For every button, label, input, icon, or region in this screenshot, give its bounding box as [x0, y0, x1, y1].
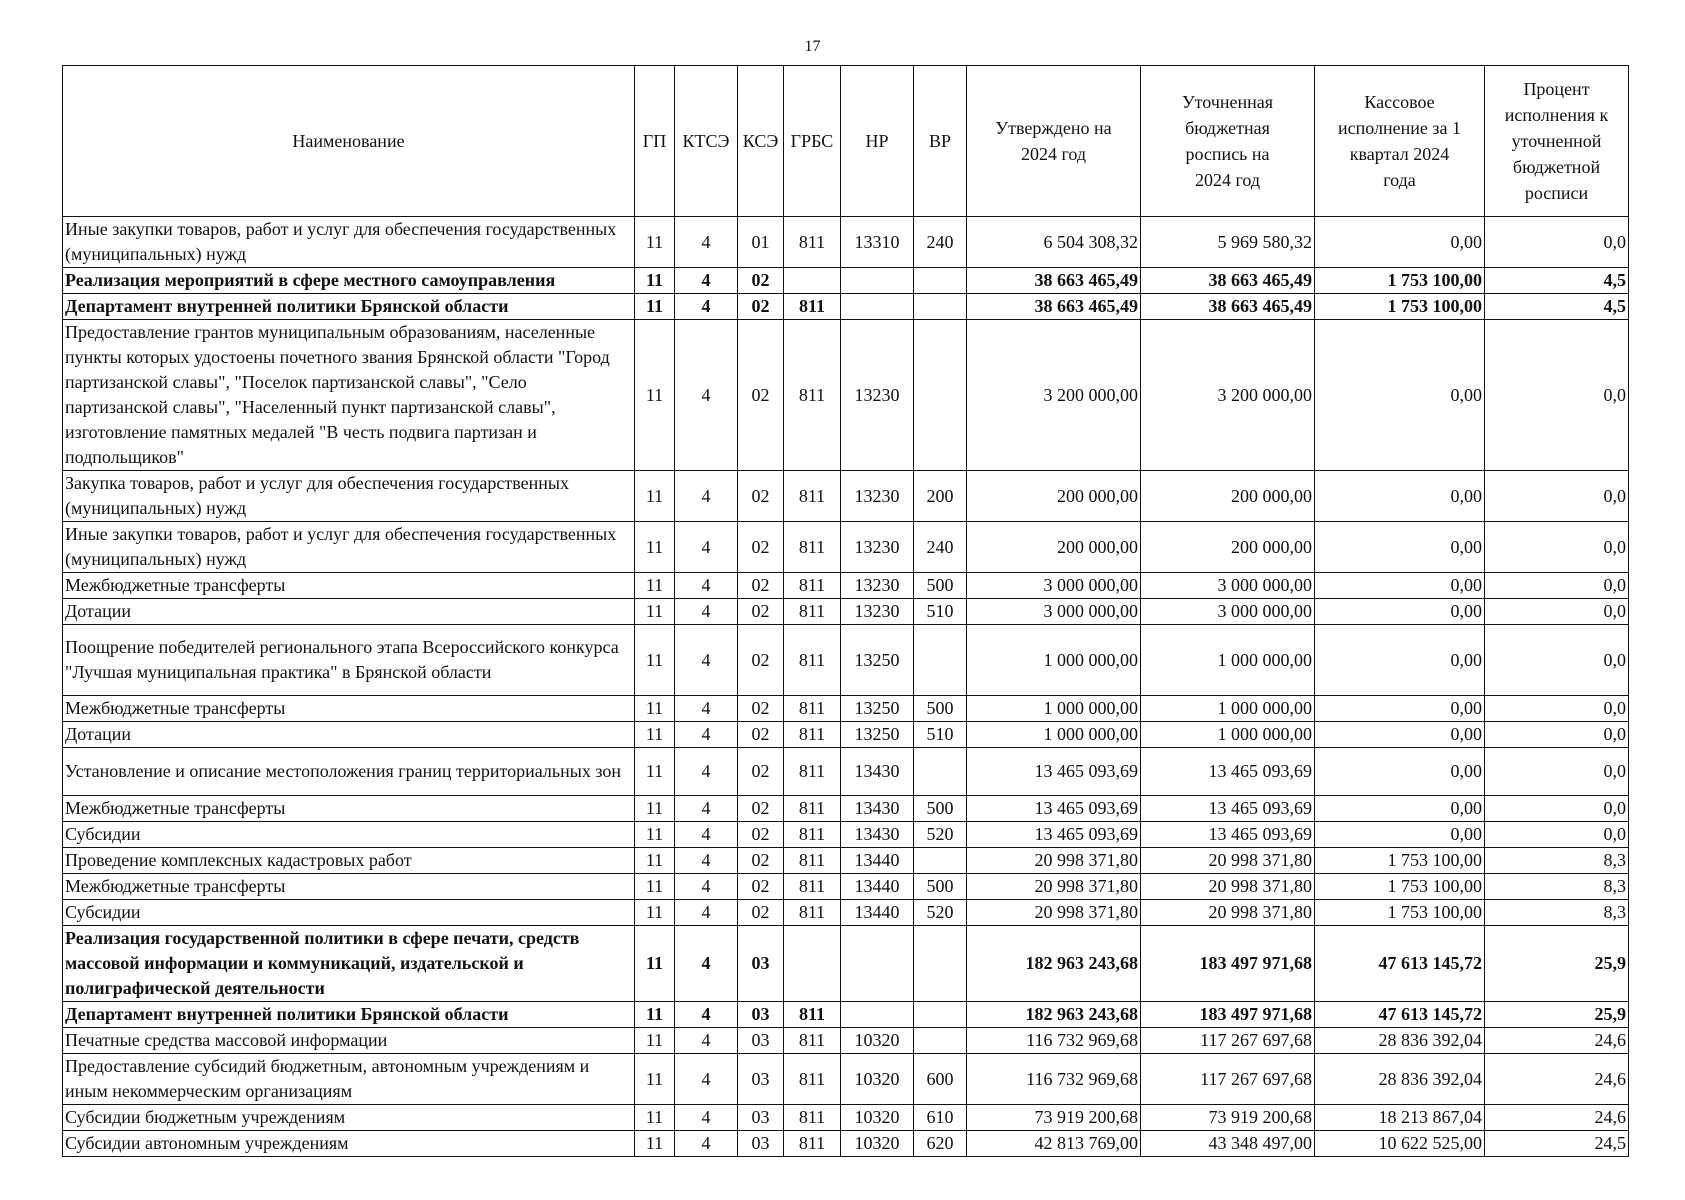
cell-refined: 13 465 093,69	[1141, 822, 1315, 848]
cell-approved: 3 000 000,00	[967, 599, 1141, 625]
cell-kse: 02	[738, 268, 784, 294]
cell-refined: 3 200 000,00	[1141, 320, 1315, 471]
cell-cash: 0,00	[1315, 722, 1485, 748]
cell-refined: 200 000,00	[1141, 522, 1315, 573]
cell-ktse: 4	[675, 217, 738, 268]
cell-approved: 20 998 371,80	[967, 900, 1141, 926]
cell-nr: 13230	[841, 599, 914, 625]
cell-ktse: 4	[675, 822, 738, 848]
cell-name: Поощрение победителей регионального этапа Всероссийского конкурса "Лучшая муниципальная практика" в Брянской области	[63, 625, 635, 696]
cell-approved: 200 000,00	[967, 522, 1141, 573]
cell-percent: 8,3	[1485, 874, 1629, 900]
cell-cash: 47 613 145,72	[1315, 926, 1485, 1002]
cell-gp: 11	[635, 926, 675, 1002]
cell-vr	[914, 625, 967, 696]
cell-name: Реализация государственной политики в сфере печати, средств массовой информации и коммуникаций, издательской и полиграфической деятельности	[63, 926, 635, 1002]
cell-ktse: 4	[675, 926, 738, 1002]
cell-gp: 11	[635, 294, 675, 320]
cell-name: Иные закупки товаров, работ и услуг для обеспечения государственных (муниципальных) нужд	[63, 522, 635, 573]
cell-refined: 3 000 000,00	[1141, 573, 1315, 599]
cell-name: Дотации	[63, 599, 635, 625]
header-ktse: КТСЭ	[675, 66, 738, 217]
cell-nr: 13440	[841, 874, 914, 900]
cell-nr: 13430	[841, 748, 914, 796]
cell-gp: 11	[635, 625, 675, 696]
cell-percent: 0,0	[1485, 748, 1629, 796]
cell-percent: 4,5	[1485, 268, 1629, 294]
cell-refined: 1 000 000,00	[1141, 625, 1315, 696]
cell-gp: 11	[635, 1054, 675, 1105]
cell-refined: 43 348 497,00	[1141, 1131, 1315, 1157]
cell-ktse: 4	[675, 471, 738, 522]
cell-grbs: 811	[784, 1054, 841, 1105]
cell-grbs: 811	[784, 796, 841, 822]
cell-percent: 24,5	[1485, 1131, 1629, 1157]
table-row	[63, 599, 1629, 625]
cell-percent: 0,0	[1485, 471, 1629, 522]
cell-percent: 24,6	[1485, 1028, 1629, 1054]
cell-kse: 02	[738, 722, 784, 748]
cell-refined: 183 497 971,68	[1141, 1002, 1315, 1028]
cell-refined: 183 497 971,68	[1141, 926, 1315, 1002]
cell-name: Дотации	[63, 722, 635, 748]
table-row	[63, 1054, 1629, 1105]
cell-refined: 117 267 697,68	[1141, 1028, 1315, 1054]
cell-gp: 11	[635, 822, 675, 848]
cell-ktse: 4	[675, 599, 738, 625]
cell-approved: 13 465 093,69	[967, 748, 1141, 796]
cell-nr: 10320	[841, 1054, 914, 1105]
cell-kse: 02	[738, 294, 784, 320]
cell-gp: 11	[635, 900, 675, 926]
cell-cash: 0,00	[1315, 522, 1485, 573]
cell-percent: 24,6	[1485, 1054, 1629, 1105]
cell-vr: 520	[914, 822, 967, 848]
cell-gp: 11	[635, 1002, 675, 1028]
cell-gp: 11	[635, 874, 675, 900]
cell-vr: 610	[914, 1105, 967, 1131]
cell-grbs: 811	[784, 320, 841, 471]
cell-approved: 13 465 093,69	[967, 796, 1141, 822]
cell-vr: 500	[914, 696, 967, 722]
cell-name: Межбюджетные трансферты	[63, 796, 635, 822]
cell-percent: 0,0	[1485, 625, 1629, 696]
cell-name: Проведение комплексных кадастровых работ	[63, 848, 635, 874]
cell-percent: 0,0	[1485, 573, 1629, 599]
cell-vr: 620	[914, 1131, 967, 1157]
cell-kse: 02	[738, 796, 784, 822]
table-row	[63, 822, 1629, 848]
cell-grbs: 811	[784, 625, 841, 696]
cell-refined: 117 267 697,68	[1141, 1054, 1315, 1105]
cell-grbs: 811	[784, 1105, 841, 1131]
cell-ktse: 4	[675, 796, 738, 822]
cell-kse: 03	[738, 1131, 784, 1157]
cell-refined: 200 000,00	[1141, 471, 1315, 522]
cell-kse: 01	[738, 217, 784, 268]
table-row	[63, 926, 1629, 1002]
cell-kse: 02	[738, 848, 784, 874]
header-row	[63, 66, 1629, 217]
header-gp: ГП	[635, 66, 675, 217]
cell-name: Межбюджетные трансферты	[63, 696, 635, 722]
cell-vr	[914, 1028, 967, 1054]
cell-approved: 42 813 769,00	[967, 1131, 1141, 1157]
cell-refined: 20 998 371,80	[1141, 874, 1315, 900]
cell-ktse: 4	[675, 1028, 738, 1054]
cell-gp: 11	[635, 320, 675, 471]
cell-refined: 20 998 371,80	[1141, 848, 1315, 874]
cell-grbs: 811	[784, 696, 841, 722]
cell-kse: 02	[738, 900, 784, 926]
cell-ktse: 4	[675, 1131, 738, 1157]
cell-refined: 3 000 000,00	[1141, 599, 1315, 625]
cell-percent: 8,3	[1485, 848, 1629, 874]
cell-percent: 0,0	[1485, 822, 1629, 848]
cell-ktse: 4	[675, 320, 738, 471]
cell-ktse: 4	[675, 848, 738, 874]
cell-vr: 500	[914, 796, 967, 822]
table-row	[63, 696, 1629, 722]
cell-gp: 11	[635, 573, 675, 599]
cell-cash: 0,00	[1315, 217, 1485, 268]
cell-gp: 11	[635, 522, 675, 573]
cell-approved: 116 732 969,68	[967, 1054, 1141, 1105]
cell-vr: 240	[914, 217, 967, 268]
table-row	[63, 217, 1629, 268]
cell-kse: 02	[738, 696, 784, 722]
cell-cash: 1 753 100,00	[1315, 874, 1485, 900]
cell-percent: 25,9	[1485, 1002, 1629, 1028]
cell-cash: 1 753 100,00	[1315, 900, 1485, 926]
cell-ktse: 4	[675, 874, 738, 900]
cell-nr	[841, 294, 914, 320]
cell-grbs: 811	[784, 748, 841, 796]
cell-name: Субсидии	[63, 900, 635, 926]
table-row	[63, 573, 1629, 599]
cell-gp: 11	[635, 471, 675, 522]
table-row	[63, 471, 1629, 522]
cell-kse: 02	[738, 320, 784, 471]
cell-nr	[841, 926, 914, 1002]
cell-cash: 47 613 145,72	[1315, 1002, 1485, 1028]
cell-cash: 0,00	[1315, 822, 1485, 848]
cell-refined: 13 465 093,69	[1141, 796, 1315, 822]
table-body	[63, 217, 1629, 1157]
cell-percent: 0,0	[1485, 320, 1629, 471]
cell-gp: 11	[635, 217, 675, 268]
table-row	[63, 625, 1629, 696]
cell-cash: 1 753 100,00	[1315, 848, 1485, 874]
cell-grbs: 811	[784, 822, 841, 848]
cell-vr	[914, 294, 967, 320]
cell-ktse: 4	[675, 294, 738, 320]
cell-refined: 38 663 465,49	[1141, 268, 1315, 294]
cell-nr: 13230	[841, 522, 914, 573]
cell-kse: 03	[738, 1105, 784, 1131]
cell-approved: 182 963 243,68	[967, 926, 1141, 1002]
cell-vr: 240	[914, 522, 967, 573]
cell-percent: 0,0	[1485, 722, 1629, 748]
cell-kse: 02	[738, 573, 784, 599]
cell-kse: 03	[738, 1002, 784, 1028]
cell-cash: 0,00	[1315, 320, 1485, 471]
cell-gp: 11	[635, 1105, 675, 1131]
cell-vr	[914, 1002, 967, 1028]
cell-kse: 02	[738, 522, 784, 573]
header-grbs: ГРБС	[784, 66, 841, 217]
header-nr: НР	[841, 66, 914, 217]
cell-name: Предоставление субсидий бюджетным, автономным учреждениям и иным некоммерческим организациям	[63, 1054, 635, 1105]
cell-name: Установление и описание местоположения границ территориальных зон	[63, 748, 635, 796]
cell-grbs: 811	[784, 471, 841, 522]
cell-cash: 0,00	[1315, 599, 1485, 625]
header-refined: Уточненная бюджетная роспись на 2024 год	[1141, 66, 1315, 217]
cell-vr	[914, 926, 967, 1002]
cell-refined: 1 000 000,00	[1141, 722, 1315, 748]
cell-ktse: 4	[675, 522, 738, 573]
budget-table	[62, 65, 1629, 1157]
table-row	[63, 848, 1629, 874]
header-vr: ВР	[914, 66, 967, 217]
cell-name: Субсидии	[63, 822, 635, 848]
table-row	[63, 722, 1629, 748]
cell-kse: 03	[738, 926, 784, 1002]
cell-approved: 20 998 371,80	[967, 848, 1141, 874]
cell-approved: 38 663 465,49	[967, 268, 1141, 294]
table-row	[63, 268, 1629, 294]
cell-kse: 02	[738, 599, 784, 625]
table-row	[63, 874, 1629, 900]
table-row	[63, 294, 1629, 320]
cell-vr: 510	[914, 722, 967, 748]
cell-name: Закупка товаров, работ и услуг для обеспечения государственных (муниципальных) нужд	[63, 471, 635, 522]
cell-refined: 73 919 200,68	[1141, 1105, 1315, 1131]
cell-grbs: 811	[784, 848, 841, 874]
cell-cash: 10 622 525,00	[1315, 1131, 1485, 1157]
cell-percent: 24,6	[1485, 1105, 1629, 1131]
cell-vr: 600	[914, 1054, 967, 1105]
cell-percent: 0,0	[1485, 599, 1629, 625]
cell-percent: 25,9	[1485, 926, 1629, 1002]
cell-name: Субсидии бюджетным учреждениям	[63, 1105, 635, 1131]
cell-gp: 11	[635, 1131, 675, 1157]
cell-approved: 200 000,00	[967, 471, 1141, 522]
cell-percent: 0,0	[1485, 522, 1629, 573]
cell-ktse: 4	[675, 722, 738, 748]
cell-nr: 10320	[841, 1131, 914, 1157]
header-cash: Кассовое исполнение за 1 квартал 2024 года	[1315, 66, 1485, 217]
cell-vr: 200	[914, 471, 967, 522]
table-row	[63, 900, 1629, 926]
cell-vr: 500	[914, 573, 967, 599]
cell-grbs: 811	[784, 294, 841, 320]
table-row	[63, 796, 1629, 822]
table-row	[63, 1028, 1629, 1054]
cell-gp: 11	[635, 696, 675, 722]
cell-percent: 0,0	[1485, 796, 1629, 822]
cell-nr: 13230	[841, 320, 914, 471]
cell-approved: 38 663 465,49	[967, 294, 1141, 320]
cell-name: Субсидии автономным учреждениям	[63, 1131, 635, 1157]
page-number: 17	[804, 38, 821, 55]
cell-name: Межбюджетные трансферты	[63, 573, 635, 599]
table-row	[63, 522, 1629, 573]
cell-approved: 1 000 000,00	[967, 722, 1141, 748]
cell-cash: 0,00	[1315, 471, 1485, 522]
header-approved: Утверждено на 2024 год	[967, 66, 1141, 217]
header-percent: Процент исполнения к уточненной бюджетной росписи	[1485, 66, 1629, 217]
cell-cash: 28 836 392,04	[1315, 1054, 1485, 1105]
cell-kse: 02	[738, 748, 784, 796]
cell-vr	[914, 748, 967, 796]
cell-cash: 0,00	[1315, 748, 1485, 796]
cell-name: Межбюджетные трансферты	[63, 874, 635, 900]
table-row	[63, 320, 1629, 471]
cell-cash: 18 213 867,04	[1315, 1105, 1485, 1131]
cell-vr: 520	[914, 900, 967, 926]
cell-grbs: 811	[784, 1028, 841, 1054]
cell-name: Реализация мероприятий в сфере местного самоуправления	[63, 268, 635, 294]
cell-name: Департамент внутренней политики Брянской области	[63, 1002, 635, 1028]
cell-nr: 13310	[841, 217, 914, 268]
cell-nr: 13430	[841, 822, 914, 848]
table-row	[63, 1105, 1629, 1131]
cell-gp: 11	[635, 722, 675, 748]
cell-grbs: 811	[784, 1131, 841, 1157]
cell-gp: 11	[635, 748, 675, 796]
cell-name: Департамент внутренней политики Брянской области	[63, 294, 635, 320]
cell-nr: 13250	[841, 722, 914, 748]
cell-kse: 02	[738, 625, 784, 696]
cell-name: Предоставление грантов муниципальным образованиям, населенные пункты которых удостоены почетного звания Брянской области "Город партизанской славы", "Поселок партизанской славы", "Село партизанской славы", "Населенный пункт партизанской славы", изготовление памятных медалей "В честь подвига партизан и подпольщиков"	[63, 320, 635, 471]
cell-kse: 03	[738, 1028, 784, 1054]
cell-vr	[914, 268, 967, 294]
cell-cash: 1 753 100,00	[1315, 268, 1485, 294]
cell-vr	[914, 320, 967, 471]
cell-grbs: 811	[784, 722, 841, 748]
table-row	[63, 748, 1629, 796]
cell-refined: 5 969 580,32	[1141, 217, 1315, 268]
cell-ktse: 4	[675, 900, 738, 926]
cell-ktse: 4	[675, 1002, 738, 1028]
cell-nr: 13440	[841, 900, 914, 926]
cell-name: Печатные средства массовой информации	[63, 1028, 635, 1054]
cell-ktse: 4	[675, 748, 738, 796]
cell-grbs	[784, 926, 841, 1002]
cell-kse: 02	[738, 471, 784, 522]
cell-percent: 8,3	[1485, 900, 1629, 926]
cell-gp: 11	[635, 268, 675, 294]
cell-percent: 4,5	[1485, 294, 1629, 320]
cell-nr	[841, 1002, 914, 1028]
cell-ktse: 4	[675, 1105, 738, 1131]
cell-approved: 6 504 308,32	[967, 217, 1141, 268]
cell-gp: 11	[635, 848, 675, 874]
header-kse: КСЭ	[738, 66, 784, 217]
cell-kse: 03	[738, 1054, 784, 1105]
cell-kse: 02	[738, 822, 784, 848]
cell-cash: 28 836 392,04	[1315, 1028, 1485, 1054]
table-row	[63, 1002, 1629, 1028]
cell-nr: 13430	[841, 796, 914, 822]
cell-percent: 0,0	[1485, 217, 1629, 268]
cell-grbs: 811	[784, 599, 841, 625]
cell-ktse: 4	[675, 625, 738, 696]
cell-approved: 73 919 200,68	[967, 1105, 1141, 1131]
cell-nr: 10320	[841, 1105, 914, 1131]
cell-grbs: 811	[784, 900, 841, 926]
cell-approved: 1 000 000,00	[967, 696, 1141, 722]
cell-grbs: 811	[784, 573, 841, 599]
cell-refined: 20 998 371,80	[1141, 900, 1315, 926]
cell-gp: 11	[635, 796, 675, 822]
cell-approved: 116 732 969,68	[967, 1028, 1141, 1054]
cell-approved: 182 963 243,68	[967, 1002, 1141, 1028]
cell-approved: 3 000 000,00	[967, 573, 1141, 599]
cell-grbs	[784, 268, 841, 294]
header-name: Наименование	[63, 66, 635, 217]
cell-refined: 1 000 000,00	[1141, 696, 1315, 722]
cell-ktse: 4	[675, 268, 738, 294]
cell-kse: 02	[738, 874, 784, 900]
cell-approved: 3 200 000,00	[967, 320, 1141, 471]
cell-gp: 11	[635, 1028, 675, 1054]
cell-cash: 0,00	[1315, 573, 1485, 599]
cell-refined: 38 663 465,49	[1141, 294, 1315, 320]
cell-ktse: 4	[675, 696, 738, 722]
cell-nr: 13440	[841, 848, 914, 874]
cell-nr: 10320	[841, 1028, 914, 1054]
cell-nr: 13250	[841, 696, 914, 722]
cell-nr: 13250	[841, 625, 914, 696]
cell-gp: 11	[635, 599, 675, 625]
cell-nr	[841, 268, 914, 294]
cell-ktse: 4	[675, 573, 738, 599]
cell-nr: 13230	[841, 471, 914, 522]
cell-refined: 13 465 093,69	[1141, 748, 1315, 796]
cell-approved: 13 465 093,69	[967, 822, 1141, 848]
cell-cash: 1 753 100,00	[1315, 294, 1485, 320]
cell-approved: 20 998 371,80	[967, 874, 1141, 900]
cell-vr: 510	[914, 599, 967, 625]
cell-grbs: 811	[784, 1002, 841, 1028]
cell-name: Иные закупки товаров, работ и услуг для обеспечения государственных (муниципальных) нужд	[63, 217, 635, 268]
cell-grbs: 811	[784, 874, 841, 900]
cell-nr: 13230	[841, 573, 914, 599]
table-row	[63, 1131, 1629, 1157]
cell-ktse: 4	[675, 1054, 738, 1105]
cell-vr	[914, 848, 967, 874]
cell-cash: 0,00	[1315, 696, 1485, 722]
cell-cash: 0,00	[1315, 796, 1485, 822]
cell-grbs: 811	[784, 522, 841, 573]
cell-approved: 1 000 000,00	[967, 625, 1141, 696]
cell-cash: 0,00	[1315, 625, 1485, 696]
cell-percent: 0,0	[1485, 696, 1629, 722]
cell-vr: 500	[914, 874, 967, 900]
cell-grbs: 811	[784, 217, 841, 268]
